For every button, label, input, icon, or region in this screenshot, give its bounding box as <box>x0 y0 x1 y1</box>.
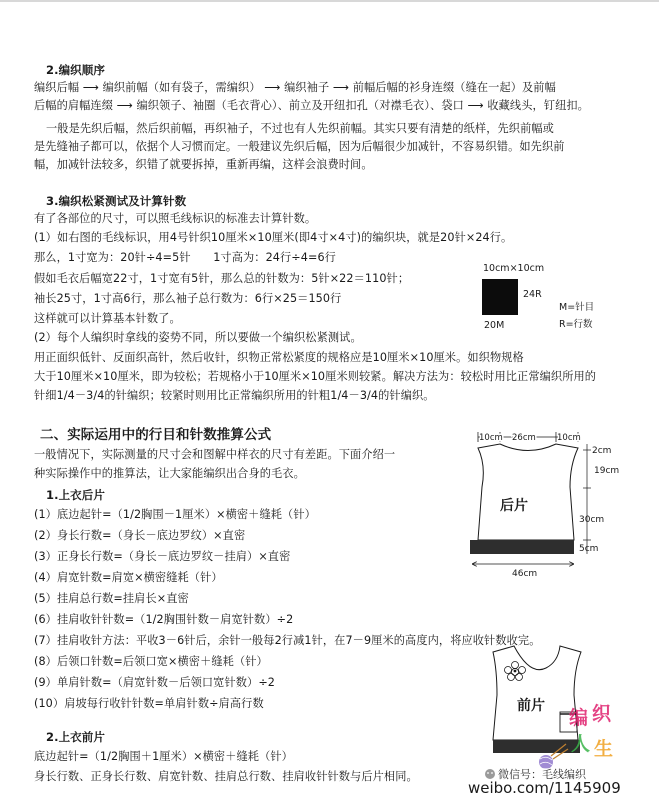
swatch-stitches-label: 20M <box>484 320 505 331</box>
s3-line: 针细1/4－3/4的针编织；较紧时则用比正常编织所用的针粗1/4－3/4的针编织。 <box>34 389 435 402</box>
s3-line: (1）如右图的毛线标识，用4号针织10厘米×10厘米(即4寸×4寸)的编织块，就是20针×24行。 <box>34 231 513 244</box>
front-line: 底边起针=（1/2胸围＋1厘米）×横密＋缝耗（针） <box>34 750 293 763</box>
watermark-url: weibo.com/1145909 <box>468 779 621 797</box>
watermark-wechat-text: 微信号：毛线编织 <box>498 768 586 781</box>
front-outline <box>493 646 581 740</box>
logo-char: 织 <box>592 703 612 725</box>
back-rib-band <box>470 540 574 554</box>
s3-line: 有了各部位的尺寸，可以照毛线标识的标准去计算针数。 <box>34 212 317 225</box>
back-piece-diagram <box>470 432 619 579</box>
logo-char: 人 <box>571 733 591 755</box>
back-heading: 1.上衣后片 <box>46 488 105 502</box>
watermark-bar <box>468 767 655 797</box>
flow-line-2: 后幅的肩幅连缀 ⟶ 编织领子、袖圈（毛衣背心）、前立及开纽扣孔（对襟毛衣）、袋口 ⟶ 收藏线头，钉纽扣。 <box>34 99 589 112</box>
para-line: 一般是先织后幅，然后织前幅，再织袖子，不过也有人先织前幅。其实只要有清楚的纸样，先织前幅或 <box>46 122 554 135</box>
front-piece-diagram <box>493 646 581 753</box>
flow-step: 编织领子、袖圈（毛衣背心）、前立及开纽扣孔（对襟毛衣）、袋口 <box>136 99 464 112</box>
logo-char: 生 <box>594 738 614 760</box>
dim-neck-left: 10cm <box>479 433 503 443</box>
para-line: 是先缝袖子都可以，依据个人习惯而定。一般建议先织后幅，因为后幅很少加减针，不容易织错。如先织前 <box>34 140 565 153</box>
front-line: 身长行数、正身长行数、肩宽针数、挂肩总行数、挂肩收针针数与后片相同。 <box>34 770 418 783</box>
formula-item: (1）底边起针=（1/2胸围－1厘米）×横密＋缝耗（针） <box>34 508 316 521</box>
flow-step: 后幅的肩幅连缀 <box>34 99 114 112</box>
formula-item: (6）挂肩收针针数=（1/2胸围针数－肩宽针数）÷2 <box>34 613 294 626</box>
dim-width: 46cm <box>512 569 538 579</box>
formula-item: (5）挂肩总行数=挂肩长×直密 <box>34 592 189 605</box>
flow-step: 收藏线头，钉纽扣。 <box>487 99 589 112</box>
back-label: 后片 <box>500 498 528 514</box>
legend-r: R=行数 <box>559 319 593 330</box>
s3-line: 这样就可以计算基本针数了。 <box>34 312 181 325</box>
formula-item: (8）后领口针数=后领口宽×横密＋缝耗（针） <box>34 655 268 668</box>
dim-neck-right: 10cm <box>557 433 581 443</box>
front-heading: 2.上衣前片 <box>46 730 105 744</box>
formula-item: (10）肩坡每行收针针数=单肩针数÷肩高行数 <box>34 697 264 710</box>
intro-line: 种实际操作中的推算法，让大家能编织出合身的毛衣。 <box>34 467 305 480</box>
s3-line: 大于10厘米×10厘米，即为较松；若规格小于10厘米×10厘米则较紧。解决方法为：较松时用比正常编织所用的 <box>34 370 597 383</box>
front-label: 前片 <box>517 698 545 714</box>
intro-line: 一般情况下，实际测量的尺寸会和图解中样衣的尺寸有差距。下面介绍一 <box>34 448 396 461</box>
dim-body: 30cm <box>579 515 605 525</box>
s3-line: 那么，1寸宽为：20针÷4=5针 1寸高为：24行÷4=6行 <box>34 251 336 264</box>
swatch-title: 10cm×10cm <box>483 263 545 274</box>
dim-shoulder-drop: 2cm <box>592 446 612 456</box>
wechat-icon <box>485 769 495 779</box>
section3-heading: 3.编织松紧测试及计算针数 <box>46 194 187 208</box>
swatch-square <box>482 279 518 315</box>
swatch-rows-label: 24R <box>523 289 542 300</box>
formula-item: (4）肩宽针数=肩宽×横密缝耗（针） <box>34 571 223 584</box>
s3-line: 假如毛衣后幅宽22寸，1寸宽有5针，那么总的针数为：5针×22＝110针； <box>34 272 410 285</box>
para-line: 幅，加减针法较多，织错了就要拆掉，重新再编，这样会浪费时间。 <box>34 158 373 171</box>
flow-line-1: 编织后幅 ⟶ 编织前幅（如有袋子，需编织） ⟶ 编织袖子 ⟶ 前幅后幅的衫身连缀（缝在一起）及前幅 <box>34 81 556 94</box>
dim-neck-width: 26cm <box>512 433 536 443</box>
flow-step: 编织前幅（如有袋子，需编织） <box>102 81 261 94</box>
formula-item: (7）挂肩收针方法：平收3－6针后，余针一般每2行减1针，在7－9厘米的高度内，将应收针数收完。 <box>34 634 541 647</box>
flow-step: 编织袖子 <box>284 81 330 94</box>
s3-line: (2）每个人编织时拿线的姿势不同，所以要做一个编织松紧测试。 <box>34 331 362 344</box>
formula-item: (3）正身长行数=（身长－底边罗纹－挂肩）×直密 <box>34 550 291 563</box>
back-outline <box>478 444 578 540</box>
s3-line: 用正面织低针、反面织高针，然后收针，织物正常松紧度的规格应是10厘米×10厘米。如织物规格 <box>34 351 524 364</box>
dim-rib: 5cm <box>579 544 599 554</box>
dim-armhole: 19cm <box>594 466 620 476</box>
flow-step: 前幅后幅的衫身连缀（缝在一起）及前幅 <box>352 81 556 94</box>
gauge-swatch-diagram <box>482 263 594 331</box>
main-heading: 二、实际运用中的行目和针数推算公式 <box>40 427 272 443</box>
formula-item: (9）单肩针数=（肩宽针数－后领口宽针数）÷2 <box>34 676 276 689</box>
formula-item: (2）身长行数=（身长－底边罗纹）×直密 <box>34 529 246 542</box>
flow-step: 编织后幅 <box>34 81 80 94</box>
legend-m: M=针目 <box>559 302 595 313</box>
section2-heading: 2.编织顺序 <box>46 63 105 77</box>
logo-char: 编 <box>569 707 589 729</box>
s3-line: 袖长25寸，1寸高6行，那么袖子总行数为：6行×25＝150行 <box>34 292 342 305</box>
front-rib-band <box>493 740 580 753</box>
